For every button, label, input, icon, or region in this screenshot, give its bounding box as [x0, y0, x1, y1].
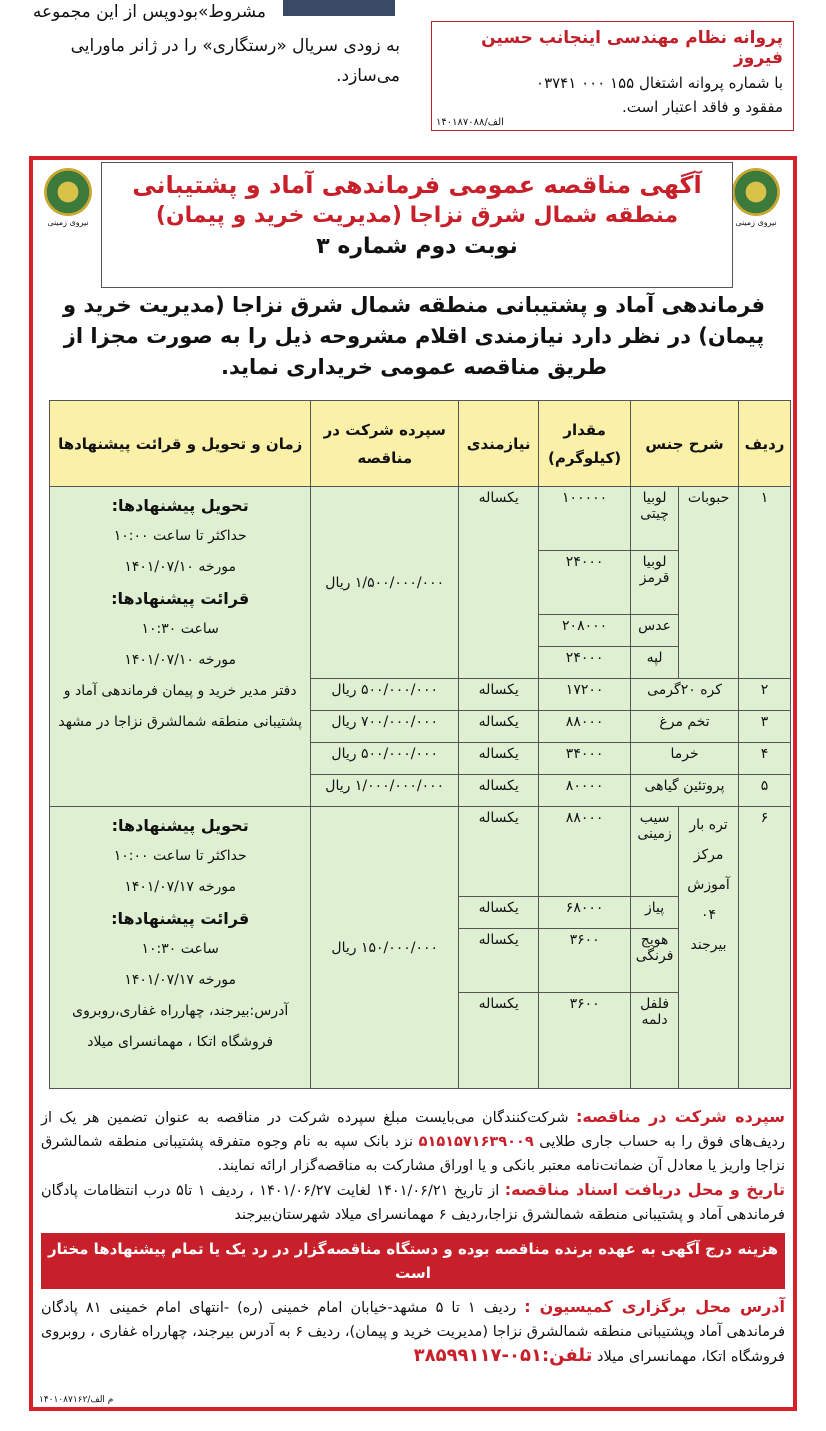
col-desc: شرح جنس — [631, 401, 739, 487]
table-row: ۶ تره بار مرکز آموزش ۰۴ بیرجند سیب زمینی ۸۸۰۰۰ یکساله ۱۵۰/۰۰۰/۰۰۰ ریال تحویل پیشنهادها: حداکثر تا ساعت ۱۰:۰۰ مورخه ۱۴۰۱/۰۷/۱۷ قرائت پیشنهادها: ساعت ۱۰:۳۰ مورخه ۱۴۰۱/۰۷/۱۷ آدرس:بیرجند، چهارراه غفاری،روبروی فروشگاه اتکا ، مهمانسرای میلاد — [50, 807, 791, 897]
news-line: می‌سازد. — [336, 66, 400, 86]
ad-subtitle: منطقه شمال شرق نزاجا (مدیریت خرید و پیمان) — [155, 203, 679, 228]
items-table — [49, 400, 791, 1089]
documents-paragraph: تاریخ و محل دریافت اسناد مناقصه: از تاریخ ۱۴۰۱/۰۶/۲۱ لغایت ۱۴۰۱/۰۶/۲۷ ، ردیف ۱ تا۵ درب انتظامات پادگان فرماندهی آماد و پشتیبانی منطقه شمالشرق نزاجا،ردیف ۶ مهمانسرای میلاد شهرستان‌بیرجند — [41, 1180, 786, 1223]
phone-number: تلفن:۰۵۱-۳۸۵۹۹۱۱۷ — [413, 1345, 593, 1366]
col-time: زمان و تحویل و قرائت پیشنهادها — [50, 401, 311, 487]
army-emblem-icon: نیروی زمینی — [729, 168, 783, 238]
col-row: ردیف — [739, 401, 791, 487]
deposit-paragraph: سپرده شرکت در مناقصه: شرکت‌کنندگان می‌بایست مبلغ سپرده شرکت در مناقصه به عنوان تضمین هر یک از ردیف‌های فوق را به حساب جاری طلایی ۵۱۵۱۵۷۱۶۳۹۰۰۹ نزد بانک سپه به نام وجوه متفرقه پشتیبانی منطقه شمالشرق نزاجا واریز یا معادل آن ضمانت‌نامه معتبر بانکی و یا اوراق مشارکت به مناقصه‌گزار ارائه نمایند. — [41, 1107, 786, 1174]
ad-round: نوبت دوم شماره ۳ — [316, 234, 518, 259]
ad-terms — [41, 1105, 785, 1369]
ad-code: ۱۴۰۱۰۸۷۱۶۲/م الف — [39, 1395, 114, 1405]
table-row: ۵ پروتئین گیاهی ۸۰۰۰۰ یکساله ۱/۰۰۰/۰۰۰/۰۰۰ ریال — [50, 775, 791, 807]
license-code: ۱۴۰۱۸۷۰۸۸/الف — [436, 117, 504, 128]
table-header-row — [50, 401, 791, 487]
news-line: به زودی سریال «رستگاری» را در ژانر ماورایی — [70, 36, 400, 56]
col-qty: مقدار (کیلوگرم) — [539, 401, 631, 487]
table-row: عدس ۲۰۸۰۰۰ — [50, 615, 791, 647]
tender-advertisement — [29, 156, 797, 1411]
table-row: ۱ حبوبات لوبیا چیتی ۱۰۰۰۰۰ یکساله ۱/۵۰۰/۰۰۰/۰۰۰ ریال تحویل پیشنهادها: حداکثر تا ساعت ۱۰:۰۰ مورخه ۱۴۰۱/۰۷/۱۰ قرائت پیشنهادها: ساعت ۱۰:۳۰ مورخه ۱۴۰۱/۰۷/۱۰ دفتر مدیر خرید و پیمان فرماندهی آماد و پشتیبانی منطقه شمالشرق نزاجا در مشهد — [50, 487, 791, 551]
bank-account: ۵۱۵۱۵۷۱۶۳۹۰۰۹ — [418, 1134, 534, 1150]
committee-paragraph: آدرس محل برگزاری کمیسیون : ردیف ۱ تا ۵ مشهد-خیابان امام خمینی (ره) -انتهای امام خمینی ۸۱ پادگان فرماندهی آماد وپشتیبانی منطقه شمالشرق نزاجا (مدیریت خرید و پیمان)، ردیف ۶ به آدرس بیرجند، چهارراه غفاری ، روبروی فروشگاه اتکا، مهمانسرای میلاد تلفن:۰۵۱-۳۸۵۹۹۱۱۷ — [41, 1297, 786, 1366]
license-number: با شماره پروانه اشتغال ۱۵۵ ۰۰۰ ۰۳۷۴۱ — [536, 74, 783, 92]
table-row: لپه ۲۴۰۰۰ — [50, 647, 791, 679]
ad-header — [101, 162, 733, 288]
col-need: نیازمندی — [459, 401, 539, 487]
license-notice — [431, 21, 794, 131]
army-emblem-icon: نیروی زمینی — [41, 168, 95, 238]
table-row: پیاز ۶۸۰۰۰ یکساله — [50, 897, 791, 929]
group1-deadline: تحویل پیشنهادها: حداکثر تا ساعت ۱۰:۰۰ مورخه ۱۴۰۱/۰۷/۱۰ قرائت پیشنهادها: ساعت ۱۰:۳۰ مورخه ۱۴۰۱/۰۷/۱۰ دفتر مدیر خرید و پیمان فرماندهی آماد و پشتیبانی منطقه شمالشرق نزاجا در مشهد — [50, 487, 311, 807]
table-row: لوبیا قرمز ۲۴۰۰۰ — [50, 551, 791, 615]
license-title: پروانه نظام مهندسی اینجانب حسین فیروز — [481, 28, 783, 68]
group6-deadline: تحویل پیشنهادها: حداکثر تا ساعت ۱۰:۰۰ مورخه ۱۴۰۱/۰۷/۱۷ قرائت پیشنهادها: ساعت ۱۰:۳۰ مورخه ۱۴۰۱/۰۷/۱۷ آدرس:بیرجند، چهارراه غفاری،روبروی فروشگاه اتکا ، مهمانسرای میلاد — [50, 807, 311, 1089]
news-line: مشروط»بودوپس از این مجموعه — [32, 2, 266, 22]
table-row: هویج فرنگی ۳۶۰۰ یکساله — [50, 929, 791, 993]
license-status: مفقود و فاقد اعتبار است. — [622, 98, 783, 116]
news-column-fragment — [0, 0, 410, 110]
ad-title: آگهی مناقصه عمومی فرماندهی آماد و پشتیبانی — [132, 171, 702, 199]
col-deposit: سپرده شرکت در مناقصه — [311, 401, 459, 487]
table-row: فلفل دلمه ۳۶۰۰ یکساله — [50, 993, 791, 1089]
table-row: ۳ تخم مرغ ۸۸۰۰۰ یکساله ۷۰۰/۰۰۰/۰۰۰ ریال — [50, 711, 791, 743]
photo-fragment — [283, 0, 395, 16]
ad-intro: فرماندهی آماد و پشتیبانی منطقه شمال شرق نزاجا (مدیریت خرید و پیمان) در نظر دارد نیازمندی اقلام مشروحه ذیل را به صورت مجزا از طریق مناقصه عمومی خریداری نماید. — [63, 293, 765, 379]
cost-banner: هزینه درج آگهی به عهده برنده مناقصه بوده و دستگاه مناقصه‌گزار در رد یک یا تمام پیشنهادها مختار است — [41, 1233, 785, 1289]
table-row: ۴ خرما ۳۴۰۰۰ یکساله ۵۰۰/۰۰۰/۰۰۰ ریال — [50, 743, 791, 775]
table-row: ۲ کره ۲۰گرمی ۱۷۲۰۰ یکساله ۵۰۰/۰۰۰/۰۰۰ ریال — [50, 679, 791, 711]
